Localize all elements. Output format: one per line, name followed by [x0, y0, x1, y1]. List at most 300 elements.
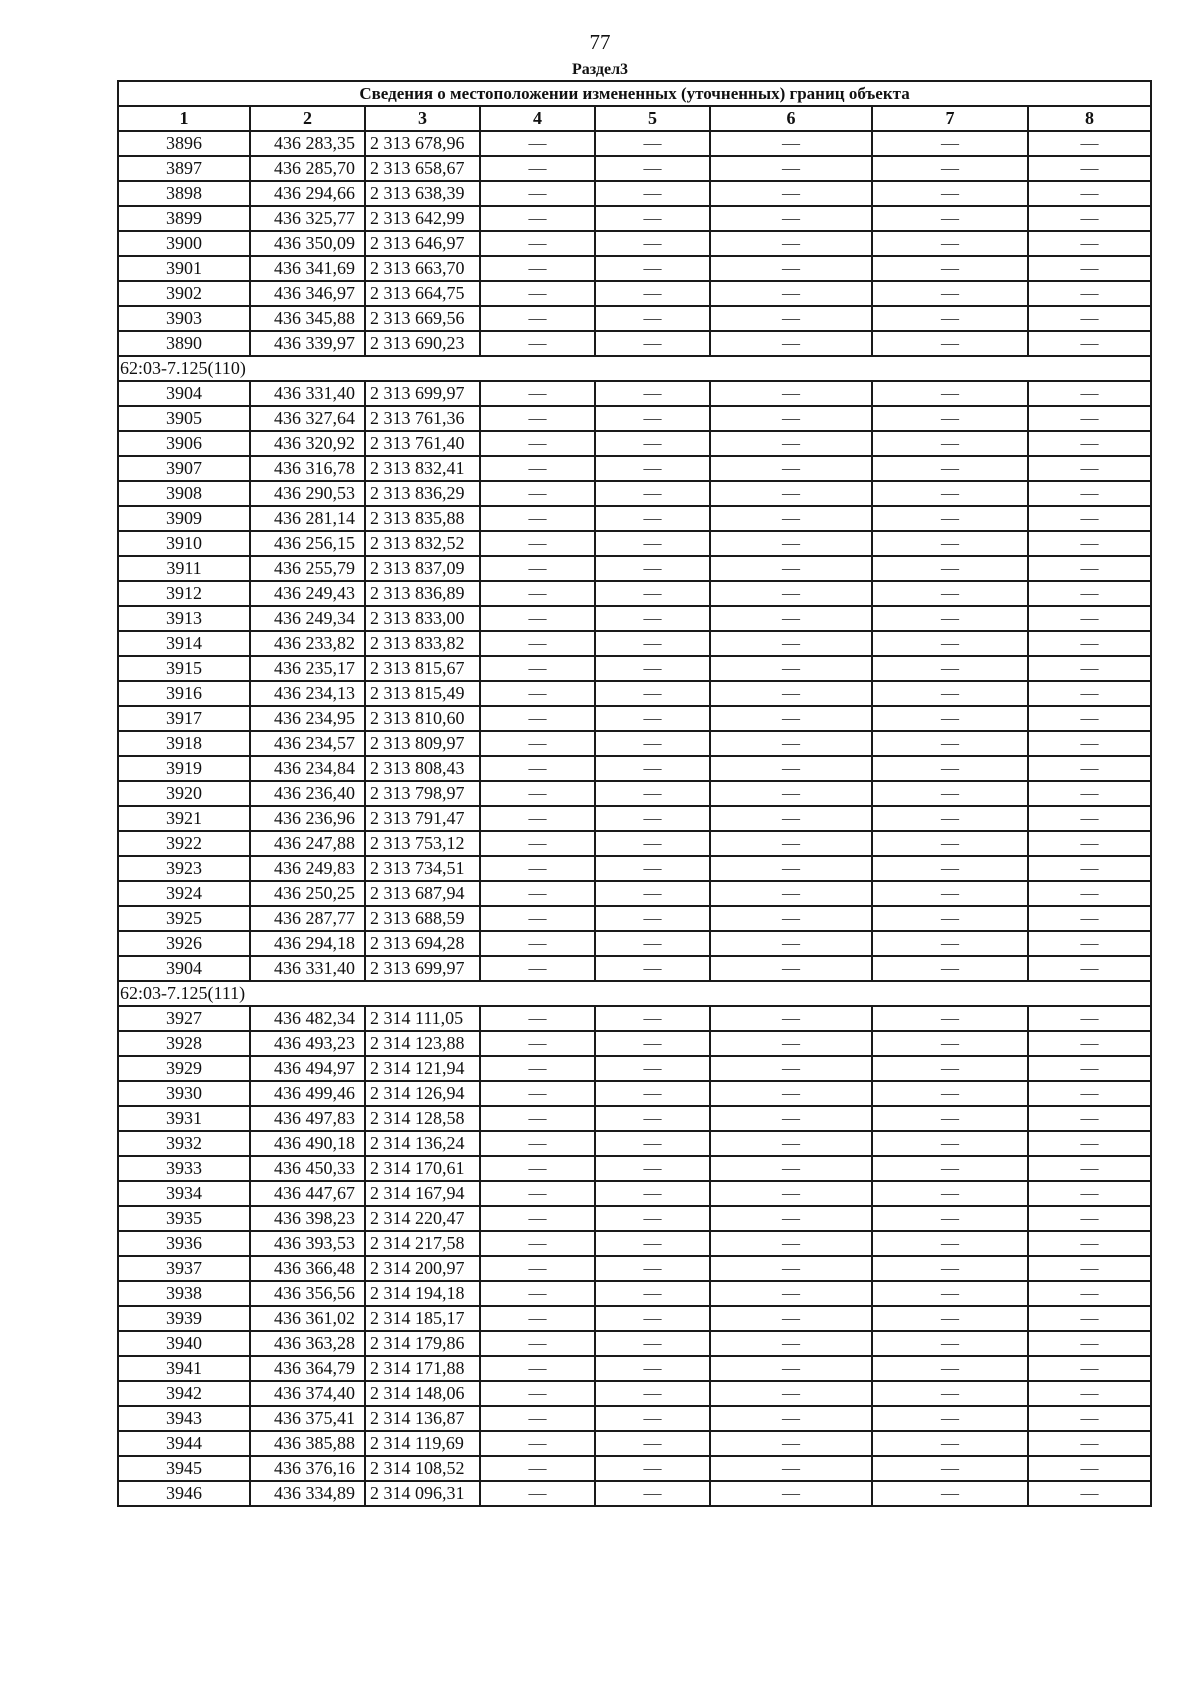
y-coordinate: 2 313 836,89: [365, 581, 480, 606]
empty-value-dash: —: [595, 1156, 710, 1181]
empty-value-dash: —: [710, 231, 872, 256]
empty-value-dash: —: [1028, 506, 1151, 531]
table-row: [118, 1206, 1151, 1231]
empty-value-dash: —: [872, 1256, 1028, 1281]
empty-value-dash: —: [710, 1356, 872, 1381]
x-coordinate: 436 320,92: [250, 431, 365, 456]
empty-value-dash: —: [872, 806, 1028, 831]
empty-value-dash: —: [1028, 231, 1151, 256]
empty-value-dash: —: [480, 581, 595, 606]
empty-value-dash: —: [480, 781, 595, 806]
empty-value-dash: —: [872, 306, 1028, 331]
point-number: 3914: [118, 631, 250, 656]
x-coordinate: 436 450,33: [250, 1156, 365, 1181]
empty-value-dash: —: [872, 906, 1028, 931]
empty-value-dash: —: [480, 456, 595, 481]
table-row: [118, 956, 1151, 981]
empty-value-dash: —: [1028, 1006, 1151, 1031]
x-coordinate: 436 234,13: [250, 681, 365, 706]
y-coordinate: 2 313 694,28: [365, 931, 480, 956]
point-number: 3896: [118, 131, 250, 156]
y-coordinate: 2 313 734,51: [365, 856, 480, 881]
empty-value-dash: —: [710, 156, 872, 181]
empty-value-dash: —: [710, 631, 872, 656]
y-coordinate: 2 314 220,47: [365, 1206, 480, 1231]
point-number: 3900: [118, 231, 250, 256]
empty-value-dash: —: [872, 1231, 1028, 1256]
x-coordinate: 436 294,18: [250, 931, 365, 956]
x-coordinate: 436 364,79: [250, 1356, 365, 1381]
point-number: 3911: [118, 556, 250, 581]
empty-value-dash: —: [480, 206, 595, 231]
point-number: 3922: [118, 831, 250, 856]
y-coordinate: 2 314 111,05: [365, 1006, 480, 1031]
x-coordinate: 436 325,77: [250, 206, 365, 231]
empty-value-dash: —: [1028, 1056, 1151, 1081]
empty-value-dash: —: [1028, 1156, 1151, 1181]
empty-value-dash: —: [1028, 806, 1151, 831]
y-coordinate: 2 313 664,75: [365, 281, 480, 306]
point-number: 3930: [118, 1081, 250, 1106]
empty-value-dash: —: [595, 1456, 710, 1481]
empty-value-dash: —: [480, 1231, 595, 1256]
table-row: [118, 1281, 1151, 1306]
point-number: 3897: [118, 156, 250, 181]
empty-value-dash: —: [710, 831, 872, 856]
y-coordinate: 2 313 687,94: [365, 881, 480, 906]
table-row: [118, 881, 1151, 906]
table-row: [118, 281, 1151, 306]
x-coordinate: 436 235,17: [250, 656, 365, 681]
point-number: 3904: [118, 381, 250, 406]
empty-value-dash: —: [480, 1106, 595, 1131]
point-number: 3929: [118, 1056, 250, 1081]
empty-value-dash: —: [872, 506, 1028, 531]
x-coordinate: 436 234,57: [250, 731, 365, 756]
table-row: [118, 906, 1151, 931]
empty-value-dash: —: [1028, 1281, 1151, 1306]
table-row: [118, 481, 1151, 506]
x-coordinate: 436 283,35: [250, 131, 365, 156]
point-number: 3938: [118, 1281, 250, 1306]
empty-value-dash: —: [1028, 1206, 1151, 1231]
x-coordinate: 436 233,82: [250, 631, 365, 656]
empty-value-dash: —: [872, 256, 1028, 281]
table-row: [118, 781, 1151, 806]
empty-value-dash: —: [710, 256, 872, 281]
column-number: 6: [710, 106, 872, 131]
empty-value-dash: —: [710, 1381, 872, 1406]
empty-value-dash: —: [710, 181, 872, 206]
empty-value-dash: —: [872, 331, 1028, 356]
empty-value-dash: —: [710, 1481, 872, 1506]
empty-value-dash: —: [595, 481, 710, 506]
table-row: [118, 156, 1151, 181]
empty-value-dash: —: [710, 1281, 872, 1306]
empty-value-dash: —: [480, 481, 595, 506]
y-coordinate: 2 314 096,31: [365, 1481, 480, 1506]
empty-value-dash: —: [710, 281, 872, 306]
empty-value-dash: —: [480, 731, 595, 756]
empty-value-dash: —: [480, 631, 595, 656]
x-coordinate: 436 234,84: [250, 756, 365, 781]
empty-value-dash: —: [1028, 956, 1151, 981]
empty-value-dash: —: [595, 1131, 710, 1156]
y-coordinate: 2 314 167,94: [365, 1181, 480, 1206]
empty-value-dash: —: [1028, 256, 1151, 281]
cadastral-number: 62:03-7.125(111): [118, 981, 1151, 1006]
empty-value-dash: —: [480, 431, 595, 456]
empty-value-dash: —: [480, 331, 595, 356]
x-coordinate: 436 247,88: [250, 831, 365, 856]
empty-value-dash: —: [710, 656, 872, 681]
x-coordinate: 436 361,02: [250, 1306, 365, 1331]
empty-value-dash: —: [710, 681, 872, 706]
empty-value-dash: —: [1028, 381, 1151, 406]
point-number: 3908: [118, 481, 250, 506]
y-coordinate: 2 314 171,88: [365, 1356, 480, 1381]
table-row: [118, 731, 1151, 756]
empty-value-dash: —: [872, 631, 1028, 656]
empty-value-dash: —: [480, 881, 595, 906]
empty-value-dash: —: [710, 1206, 872, 1231]
empty-value-dash: —: [595, 1231, 710, 1256]
column-number: 5: [595, 106, 710, 131]
empty-value-dash: —: [872, 1106, 1028, 1131]
table-row: [118, 331, 1151, 356]
empty-value-dash: —: [872, 706, 1028, 731]
empty-value-dash: —: [1028, 1181, 1151, 1206]
y-coordinate: 2 314 200,97: [365, 1256, 480, 1281]
empty-value-dash: —: [872, 581, 1028, 606]
empty-value-dash: —: [1028, 906, 1151, 931]
empty-value-dash: —: [872, 406, 1028, 431]
table-row: [118, 756, 1151, 781]
empty-value-dash: —: [710, 1181, 872, 1206]
empty-value-dash: —: [872, 1031, 1028, 1056]
empty-value-dash: —: [480, 1181, 595, 1206]
y-coordinate: 2 313 837,09: [365, 556, 480, 581]
empty-value-dash: —: [710, 706, 872, 731]
empty-value-dash: —: [595, 581, 710, 606]
empty-value-dash: —: [480, 1331, 595, 1356]
table-row: [118, 856, 1151, 881]
empty-value-dash: —: [872, 956, 1028, 981]
empty-value-dash: —: [595, 431, 710, 456]
table-row: [118, 1306, 1151, 1331]
empty-value-dash: —: [480, 1406, 595, 1431]
empty-value-dash: —: [595, 906, 710, 931]
empty-value-dash: —: [872, 206, 1028, 231]
point-number: 3931: [118, 1106, 250, 1131]
x-coordinate: 436 398,23: [250, 1206, 365, 1231]
point-number: 3928: [118, 1031, 250, 1056]
empty-value-dash: —: [1028, 581, 1151, 606]
table-row: [118, 131, 1151, 156]
empty-value-dash: —: [595, 806, 710, 831]
x-coordinate: 436 285,70: [250, 156, 365, 181]
table-row: [118, 1031, 1151, 1056]
table-row: [118, 556, 1151, 581]
empty-value-dash: —: [710, 1106, 872, 1131]
empty-value-dash: —: [710, 381, 872, 406]
empty-value-dash: —: [480, 556, 595, 581]
x-coordinate: 436 341,69: [250, 256, 365, 281]
empty-value-dash: —: [1028, 556, 1151, 581]
empty-value-dash: —: [480, 181, 595, 206]
empty-value-dash: —: [595, 606, 710, 631]
empty-value-dash: —: [480, 1056, 595, 1081]
point-number: 3943: [118, 1406, 250, 1431]
point-number: 3925: [118, 906, 250, 931]
point-number: 3916: [118, 681, 250, 706]
table-row: [118, 231, 1151, 256]
column-number: 4: [480, 106, 595, 131]
empty-value-dash: —: [595, 206, 710, 231]
empty-value-dash: —: [595, 1181, 710, 1206]
empty-value-dash: —: [480, 156, 595, 181]
empty-value-dash: —: [710, 481, 872, 506]
table-row: [118, 406, 1151, 431]
empty-value-dash: —: [1028, 1481, 1151, 1506]
table-row: [118, 206, 1151, 231]
y-coordinate: 2 313 833,00: [365, 606, 480, 631]
empty-value-dash: —: [595, 231, 710, 256]
empty-value-dash: —: [595, 1356, 710, 1381]
empty-value-dash: —: [710, 906, 872, 931]
x-coordinate: 436 327,64: [250, 406, 365, 431]
empty-value-dash: —: [480, 306, 595, 331]
empty-value-dash: —: [595, 1106, 710, 1131]
empty-value-dash: —: [595, 131, 710, 156]
point-number: 3944: [118, 1431, 250, 1456]
point-number: 3902: [118, 281, 250, 306]
empty-value-dash: —: [710, 1081, 872, 1106]
empty-value-dash: —: [595, 1206, 710, 1231]
table-row: [118, 381, 1151, 406]
x-coordinate: 436 287,77: [250, 906, 365, 931]
empty-value-dash: —: [710, 1156, 872, 1181]
empty-value-dash: —: [710, 431, 872, 456]
x-coordinate: 436 334,89: [250, 1481, 365, 1506]
empty-value-dash: —: [480, 1381, 595, 1406]
y-coordinate: 2 313 642,99: [365, 206, 480, 231]
empty-value-dash: —: [595, 656, 710, 681]
table-row: [118, 456, 1151, 481]
table-row: [118, 1481, 1151, 1506]
empty-value-dash: —: [480, 1306, 595, 1331]
y-coordinate: 2 314 128,58: [365, 1106, 480, 1131]
empty-value-dash: —: [1028, 756, 1151, 781]
empty-value-dash: —: [710, 1431, 872, 1456]
column-number: 7: [872, 106, 1028, 131]
empty-value-dash: —: [595, 181, 710, 206]
column-number: 8: [1028, 106, 1151, 131]
x-coordinate: 436 499,46: [250, 1081, 365, 1106]
section-label: Раздел3: [571, 61, 629, 78]
x-coordinate: 436 249,43: [250, 581, 365, 606]
empty-value-dash: —: [1028, 531, 1151, 556]
x-coordinate: 436 249,83: [250, 856, 365, 881]
empty-value-dash: —: [872, 1356, 1028, 1381]
empty-value-dash: —: [1028, 731, 1151, 756]
empty-value-dash: —: [872, 781, 1028, 806]
y-coordinate: 2 313 678,96: [365, 131, 480, 156]
y-coordinate: 2 313 699,97: [365, 956, 480, 981]
empty-value-dash: —: [710, 556, 872, 581]
empty-value-dash: —: [710, 1256, 872, 1281]
empty-value-dash: —: [480, 381, 595, 406]
y-coordinate: 2 313 815,49: [365, 681, 480, 706]
empty-value-dash: —: [480, 1006, 595, 1031]
empty-value-dash: —: [1028, 1331, 1151, 1356]
x-coordinate: 436 294,66: [250, 181, 365, 206]
empty-value-dash: —: [595, 1081, 710, 1106]
empty-value-dash: —: [710, 531, 872, 556]
x-coordinate: 436 256,15: [250, 531, 365, 556]
empty-value-dash: —: [872, 1156, 1028, 1181]
x-coordinate: 436 281,14: [250, 506, 365, 531]
table-row: [118, 931, 1151, 956]
empty-value-dash: —: [872, 1056, 1028, 1081]
empty-value-dash: —: [1028, 1431, 1151, 1456]
empty-value-dash: —: [1028, 1306, 1151, 1331]
empty-value-dash: —: [710, 406, 872, 431]
empty-value-dash: —: [1028, 781, 1151, 806]
empty-value-dash: —: [480, 1131, 595, 1156]
empty-value-dash: —: [595, 1031, 710, 1056]
empty-value-dash: —: [872, 1281, 1028, 1306]
empty-value-dash: —: [595, 831, 710, 856]
empty-value-dash: —: [1028, 1106, 1151, 1131]
y-coordinate: 2 313 835,88: [365, 506, 480, 531]
empty-value-dash: —: [480, 1256, 595, 1281]
x-coordinate: 436 339,97: [250, 331, 365, 356]
point-number: 3890: [118, 331, 250, 356]
empty-value-dash: —: [480, 931, 595, 956]
empty-value-dash: —: [595, 456, 710, 481]
y-coordinate: 2 313 798,97: [365, 781, 480, 806]
empty-value-dash: —: [595, 756, 710, 781]
page-number: 77: [589, 30, 611, 54]
y-coordinate: 2 313 761,40: [365, 431, 480, 456]
y-coordinate: 2 314 179,86: [365, 1331, 480, 1356]
empty-value-dash: —: [480, 681, 595, 706]
point-number: 3912: [118, 581, 250, 606]
empty-value-dash: —: [872, 531, 1028, 556]
x-coordinate: 436 331,40: [250, 381, 365, 406]
point-number: 3921: [118, 806, 250, 831]
empty-value-dash: —: [480, 856, 595, 881]
empty-value-dash: —: [710, 806, 872, 831]
empty-value-dash: —: [1028, 131, 1151, 156]
table-row: [118, 1256, 1151, 1281]
table-title: Сведения о местоположении измененных (уточненных) границ объекта: [118, 81, 1151, 106]
y-coordinate: 2 313 833,82: [365, 631, 480, 656]
empty-value-dash: —: [872, 281, 1028, 306]
empty-value-dash: —: [872, 431, 1028, 456]
table-row: [118, 1006, 1151, 1031]
table-row: [118, 1131, 1151, 1156]
point-number: 3905: [118, 406, 250, 431]
empty-value-dash: —: [872, 856, 1028, 881]
table-row: [118, 1156, 1151, 1181]
empty-value-dash: —: [1028, 206, 1151, 231]
empty-value-dash: —: [480, 406, 595, 431]
empty-value-dash: —: [1028, 1031, 1151, 1056]
table-row: [118, 1431, 1151, 1456]
y-coordinate: 2 313 809,97: [365, 731, 480, 756]
empty-value-dash: —: [1028, 156, 1151, 181]
x-coordinate: 436 249,34: [250, 606, 365, 631]
point-number: 3910: [118, 531, 250, 556]
y-coordinate: 2 314 119,69: [365, 1431, 480, 1456]
point-number: 3945: [118, 1456, 250, 1481]
empty-value-dash: —: [710, 1331, 872, 1356]
y-coordinate: 2 314 194,18: [365, 1281, 480, 1306]
empty-value-dash: —: [1028, 881, 1151, 906]
empty-value-dash: —: [595, 506, 710, 531]
y-coordinate: 2 314 136,24: [365, 1131, 480, 1156]
empty-value-dash: —: [710, 1456, 872, 1481]
table-row: [118, 1406, 1151, 1431]
empty-value-dash: —: [1028, 856, 1151, 881]
empty-value-dash: —: [710, 506, 872, 531]
table-row: [118, 606, 1151, 631]
y-coordinate: 2 314 121,94: [365, 1056, 480, 1081]
empty-value-dash: —: [1028, 1256, 1151, 1281]
empty-value-dash: —: [710, 1006, 872, 1031]
empty-value-dash: —: [872, 181, 1028, 206]
empty-value-dash: —: [872, 1131, 1028, 1156]
empty-value-dash: —: [872, 1406, 1028, 1431]
empty-value-dash: —: [1028, 281, 1151, 306]
y-coordinate: 2 313 663,70: [365, 256, 480, 281]
empty-value-dash: —: [595, 1331, 710, 1356]
empty-value-dash: —: [595, 406, 710, 431]
point-number: 3927: [118, 1006, 250, 1031]
empty-value-dash: —: [1028, 1356, 1151, 1381]
point-number: 3918: [118, 731, 250, 756]
empty-value-dash: —: [595, 706, 710, 731]
empty-value-dash: —: [480, 606, 595, 631]
empty-value-dash: —: [1028, 406, 1151, 431]
empty-value-dash: —: [872, 1306, 1028, 1331]
y-coordinate: 2 313 658,67: [365, 156, 480, 181]
empty-value-dash: —: [595, 731, 710, 756]
point-number: 3926: [118, 931, 250, 956]
table-row: [118, 506, 1151, 531]
empty-value-dash: —: [480, 656, 595, 681]
empty-value-dash: —: [710, 781, 872, 806]
empty-value-dash: —: [480, 1356, 595, 1381]
point-number: 3941: [118, 1356, 250, 1381]
empty-value-dash: —: [872, 881, 1028, 906]
y-coordinate: 2 313 791,47: [365, 806, 480, 831]
empty-value-dash: —: [710, 606, 872, 631]
table-row: [118, 306, 1151, 331]
empty-value-dash: —: [480, 281, 595, 306]
table-row: [118, 1106, 1151, 1131]
empty-value-dash: —: [595, 1056, 710, 1081]
point-number: 3940: [118, 1331, 250, 1356]
empty-value-dash: —: [1028, 706, 1151, 731]
x-coordinate: 436 346,97: [250, 281, 365, 306]
empty-value-dash: —: [710, 456, 872, 481]
empty-value-dash: —: [595, 1481, 710, 1506]
empty-value-dash: —: [1028, 931, 1151, 956]
x-coordinate: 436 493,23: [250, 1031, 365, 1056]
